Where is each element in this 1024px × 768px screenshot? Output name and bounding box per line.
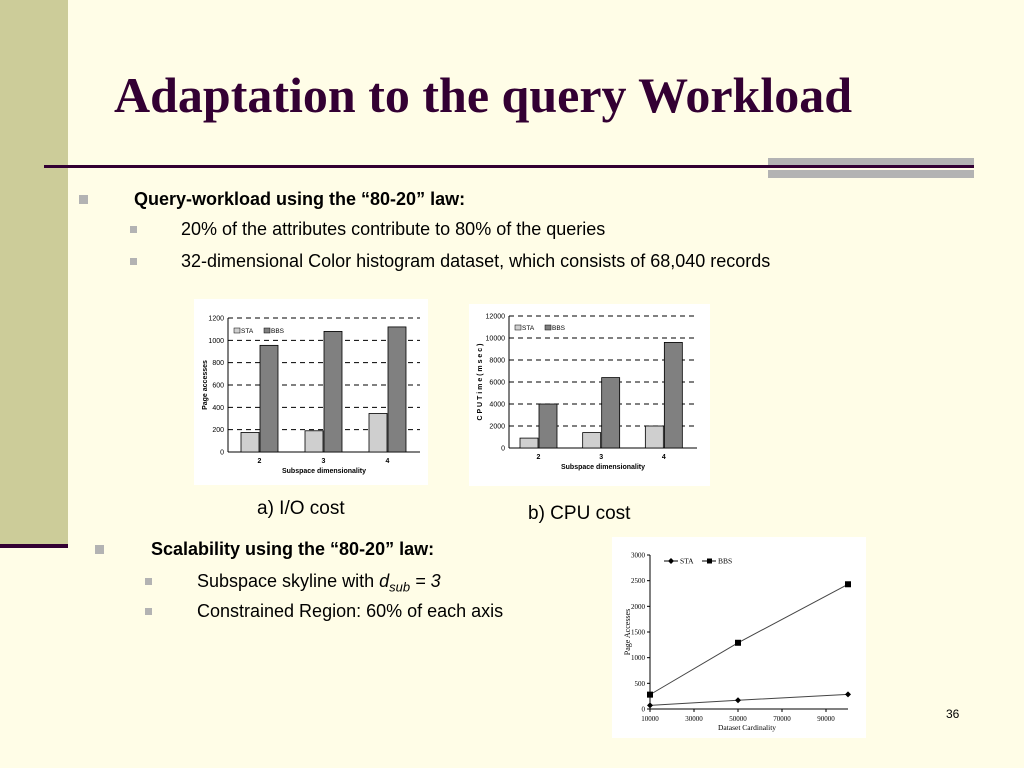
dsub-suffix: = 3	[410, 571, 441, 591]
bullet-square-icon	[145, 578, 152, 585]
bar-bbs-4	[664, 342, 682, 448]
bar-sta-2	[241, 432, 259, 452]
accent-bar-bottom	[768, 170, 974, 178]
x-tick-label: 2	[536, 454, 541, 461]
series-line-bbs	[650, 584, 848, 694]
legend-label-bbs: BBS	[271, 328, 285, 335]
x-tick-label: 4	[661, 454, 666, 461]
x-tick-label: 10000	[641, 715, 659, 723]
point-bbs	[845, 581, 851, 587]
io-cost-chart-svg	[194, 299, 428, 485]
y-tick-label: 4000	[489, 401, 505, 409]
x-tick-label: 4	[385, 458, 390, 465]
point-bbs	[735, 640, 741, 646]
section2-bullet-dsub	[197, 571, 441, 595]
slide-title: Adaptation to the query Workload	[114, 67, 853, 123]
y-tick-label: 3000	[631, 551, 645, 560]
y-tick-label: 2000	[489, 423, 505, 431]
y-tick-label: 1000	[208, 337, 224, 345]
dsub-var: d	[379, 571, 390, 591]
cpu-cost-chart-svg	[469, 304, 710, 486]
y-axis-label: Page Accesses	[623, 608, 632, 656]
y-axis-label: Page accesses	[202, 360, 209, 410]
x-tick-label: 3	[321, 458, 326, 465]
x-tick-label: 90000	[817, 715, 835, 723]
section1-bullet: 20% of the attributes contribute to 80% of the queries	[181, 219, 606, 239]
bar-sta-3	[583, 433, 601, 448]
x-tick-label: 70000	[773, 715, 791, 723]
y-tick-label: 2000	[631, 602, 645, 611]
legend-swatch-sta	[234, 328, 240, 333]
bar-bbs-2	[539, 404, 557, 448]
y-tick-label: 6000	[489, 379, 505, 387]
section2-bullet: Constrained Region: 60% of each axis	[197, 601, 504, 621]
section1-bullet: 32-dimensional Color histogram dataset, which consists of 68,040 records	[181, 251, 771, 271]
legend-label-sta: STA	[680, 556, 694, 566]
section2-heading: Scalability using the “80-20” law:	[151, 539, 435, 559]
title-underline	[44, 165, 974, 168]
legend-swatch-sta	[515, 325, 521, 330]
x-axis-label: Dataset Cardinality	[717, 723, 777, 732]
y-tick-label: 500	[634, 679, 645, 688]
y-axis-label: C P U T i m e ( m s e c )	[477, 343, 484, 421]
bullet-square-icon	[95, 545, 104, 554]
section1-heading: Query-workload using the “80-20” law:	[134, 189, 466, 209]
scalability-chart	[612, 537, 866, 738]
y-tick-label: 200	[212, 427, 224, 435]
bar-sta-4	[369, 413, 387, 452]
y-tick-label: 400	[212, 404, 224, 412]
accent-bar-top	[768, 158, 974, 165]
scalability-chart-svg	[612, 537, 866, 738]
bar-bbs-3	[602, 378, 620, 448]
point-sta	[647, 702, 653, 708]
x-tick-label: 3	[599, 454, 604, 461]
y-tick-label: 2500	[631, 577, 645, 586]
io-cost-chart	[194, 299, 428, 485]
y-tick-label: 1000	[631, 654, 645, 663]
legend-swatch-bbs	[264, 328, 270, 333]
x-axis-label: Subspace dimensionality	[560, 464, 646, 471]
point-sta	[735, 697, 741, 703]
bullet-square-icon	[79, 195, 88, 204]
point-bbs	[647, 692, 653, 698]
bar-sta-3	[305, 431, 323, 452]
series-line-sta	[650, 694, 848, 705]
legend-label-sta: STA	[241, 328, 254, 335]
y-tick-label: 600	[212, 382, 224, 390]
x-tick-label: 50000	[729, 715, 747, 723]
slide-number: 36	[946, 707, 960, 721]
legend-label-sta: STA	[522, 325, 535, 332]
legend-label-bbs: BBS	[552, 325, 566, 332]
bar-bbs-3	[324, 331, 342, 452]
bar-sta-4	[645, 426, 663, 448]
cpu-cost-caption: b) CPU cost	[528, 503, 631, 524]
left-decor-rule	[0, 544, 68, 548]
y-tick-label: 1500	[631, 628, 645, 637]
io-cost-caption: a) I/O cost	[257, 498, 345, 519]
cpu-cost-chart	[469, 304, 710, 486]
y-tick-label: 1200	[208, 315, 224, 323]
bar-bbs-2	[260, 345, 278, 452]
dsub-prefix: Subspace skyline with	[197, 571, 380, 591]
y-tick-label: 8000	[489, 357, 505, 365]
x-axis-label: Subspace dimensionality	[281, 468, 367, 475]
y-tick-label: 800	[212, 360, 224, 368]
left-decor-band	[0, 0, 68, 548]
legend-marker-bbs	[707, 559, 712, 564]
x-tick-label: 30000	[685, 715, 703, 723]
legend-label-bbs: BBS	[718, 556, 733, 566]
dsub-subscript: sub	[389, 579, 411, 595]
legend-marker-sta	[668, 558, 674, 564]
y-tick-label: 12000	[485, 313, 505, 321]
legend-swatch-bbs	[545, 325, 551, 330]
bullet-square-icon	[130, 258, 137, 265]
y-tick-label: 0	[220, 449, 224, 457]
x-tick-label: 2	[257, 458, 262, 465]
bullet-square-icon	[145, 608, 152, 615]
bullet-square-icon	[130, 226, 137, 233]
y-tick-label: 0	[641, 705, 645, 714]
bar-sta-2	[520, 438, 538, 448]
bar-bbs-4	[388, 327, 406, 452]
y-tick-label: 10000	[485, 335, 505, 343]
y-tick-label: 0	[501, 445, 505, 453]
point-sta	[845, 691, 851, 697]
